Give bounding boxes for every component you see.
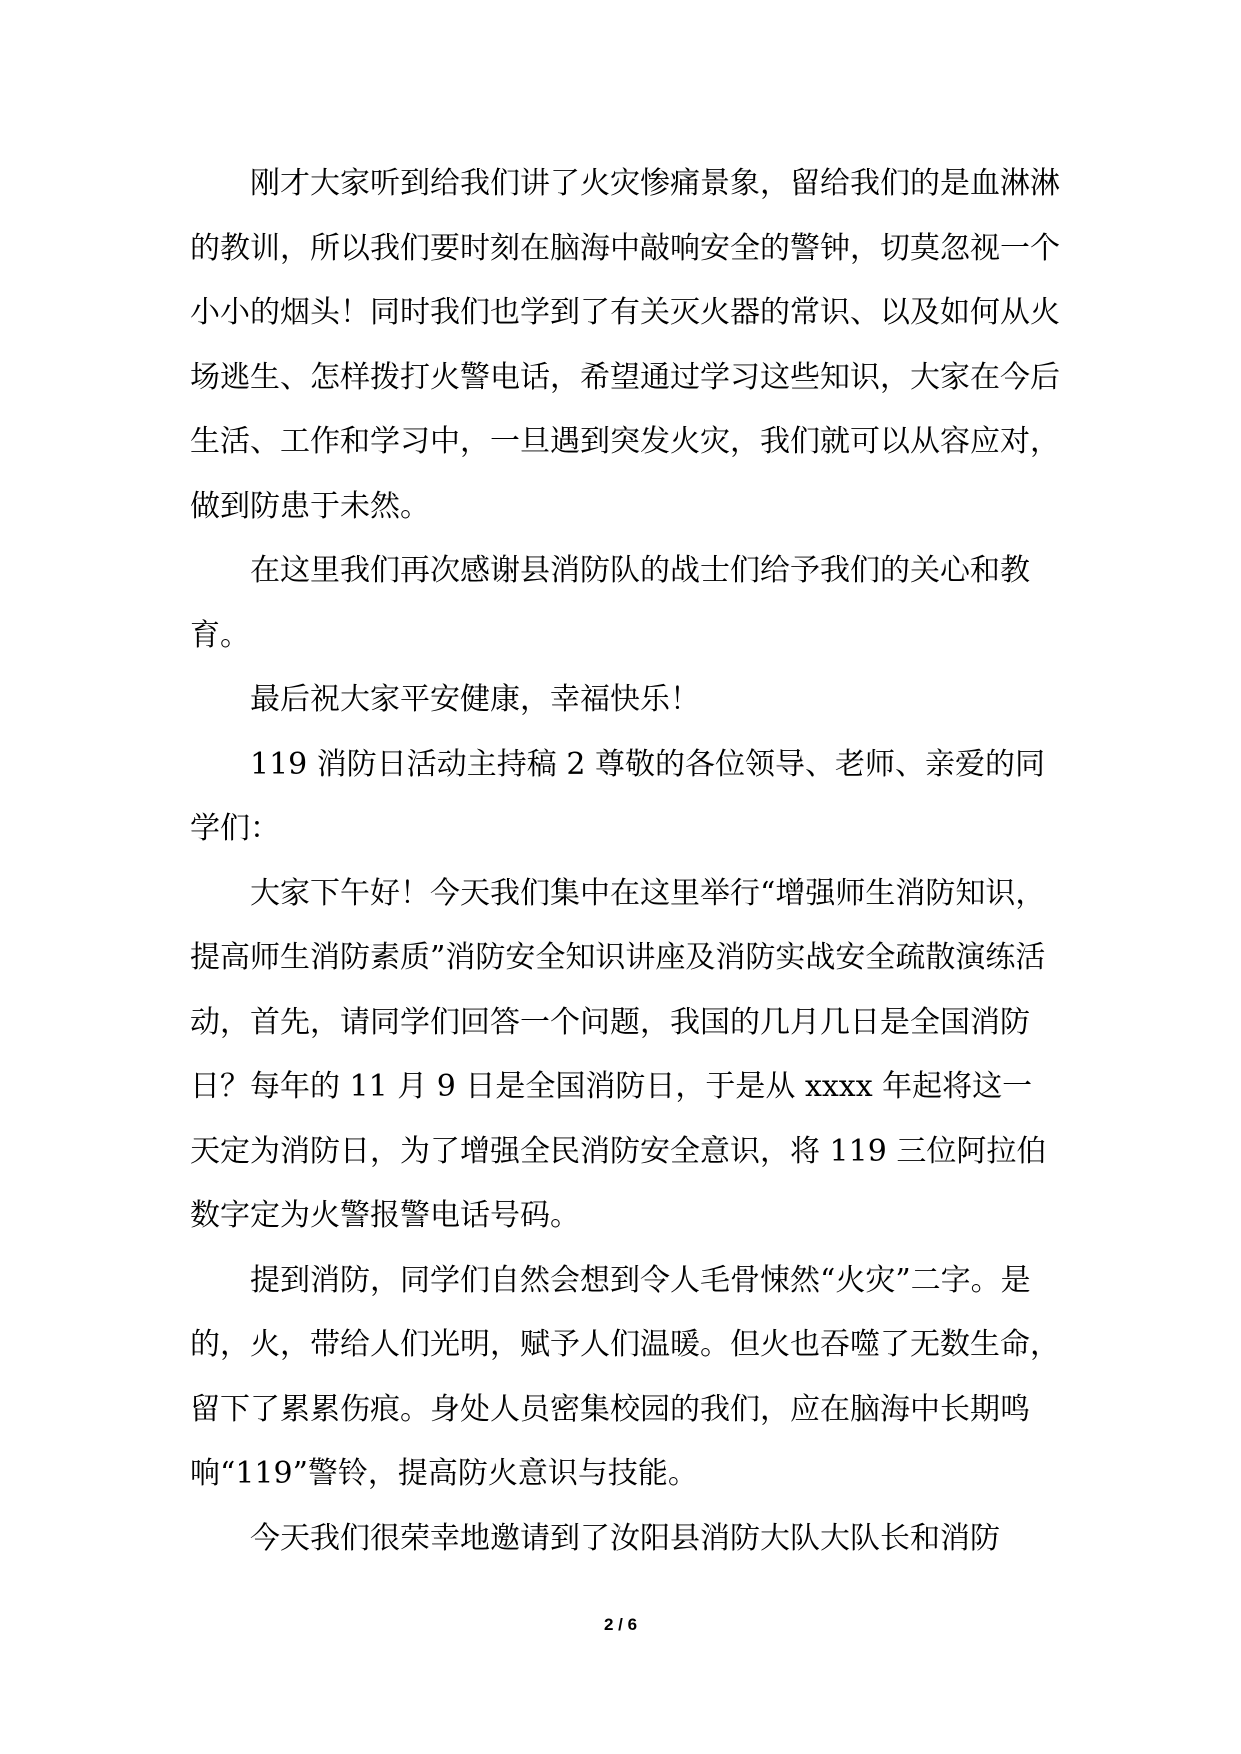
paragraph: 今天我们很荣幸地邀请到了汝阳县消防大队大队长和消防 (250, 1520, 1000, 1556)
paragraph: 最后祝大家平安健康，幸福快乐！ (250, 682, 700, 717)
paragraph: 刚才大家听到给我们讲了火灾惨痛景象，留给我们的是血淋淋的教训，所以我们要时刻在脑海中敲响安全的警钟，切莫忽视一个小小的烟头！同时我们也学到了有关灭火器的常识、以及如何从火场逃生、怎样拨打火警电话，希望通过学习这些知识，大家在今后生活、工作和学习中，一旦遇到突发火灾，我们就可以从容应对，做到防患于未然。 (190, 166, 1060, 524)
paragraph: 提到消防，同学们自然会想到令人毛骨悚然“火灾”二字。是的，火，带给人们光明，赋予人们温暖。但火也吞噬了无数生命，留下了累累伤痕。身处人员密集校园的我们，应在脑海中长期鸣响“119”警铃，提高防火意识与技能。 (190, 1262, 1060, 1491)
paragraph: 大家下午好！今天我们集中在这里举行“增强师生消防知识，提高师生消防素质”消防安全知识讲座及消防实战安全疏散演练活动，首先，请同学们回答一个问题，我国的几月几日是全国消防日？每年的 11 月 9 日是全国消防日，于是从 xxxx 年起将这一天定为消防日，为了增强全民消防安全意识，将 119 三位阿拉伯数字定为火警报警电话号码。 (190, 875, 1047, 1233)
page-number: 2 / 6 (603, 1615, 638, 1634)
document-body (190, 152, 1060, 1571)
paragraph: 119 消防日活动主持稿 2 尊敬的各位领导、老师、亲爱的同学们： (190, 746, 1045, 846)
paragraph: 在这里我们再次感谢县消防队的战士们给予我们的关心和教育。 (190, 553, 1030, 653)
